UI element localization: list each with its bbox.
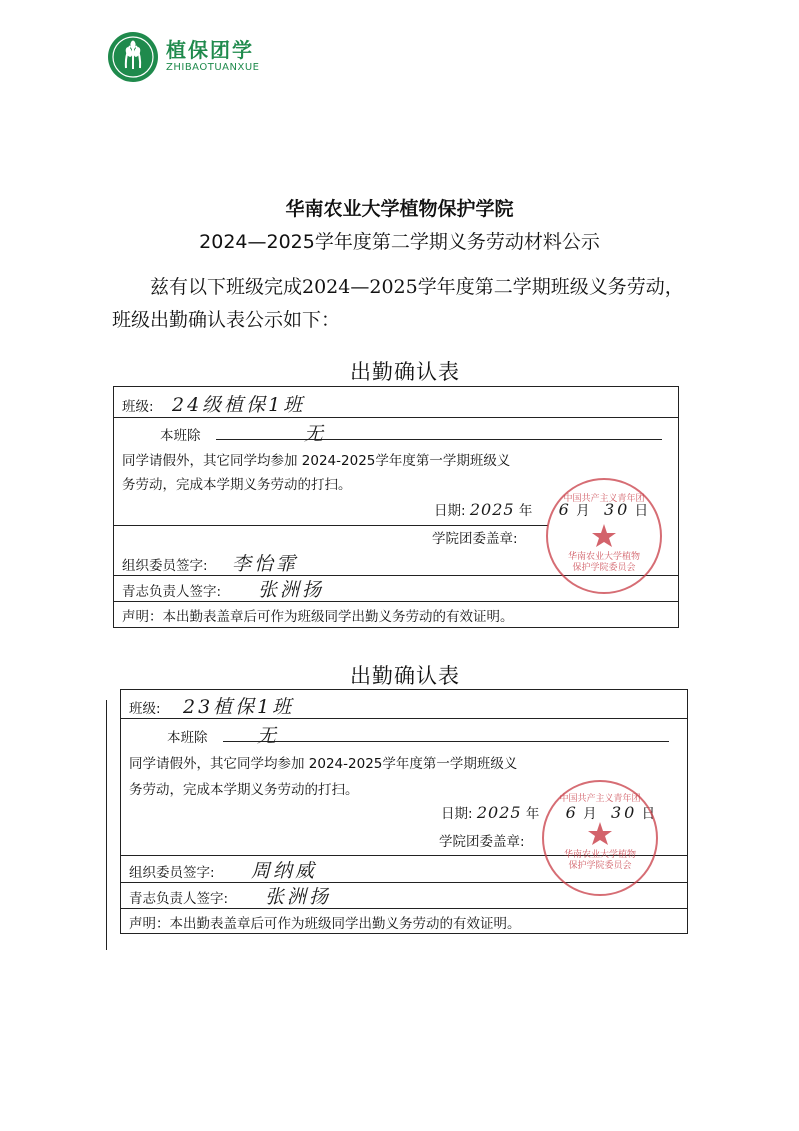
form1-class-row — [114, 387, 678, 418]
form1-statement: 声明：本出勤表盖章后可作为班级同学出勤义务劳动的有效证明。 — [122, 609, 514, 625]
form2-excluded-label: 本班除 — [167, 730, 208, 746]
form2-date-label: 日期: — [441, 806, 473, 822]
form1-seal-bottom-text: 华南农业大学植物保护学院委员会 — [567, 552, 640, 573]
form1-committee-signature: 李怡霏 — [232, 553, 299, 575]
form1-date-day: 30 — [603, 500, 631, 519]
form2-date-month-unit: 月 — [583, 806, 597, 822]
intro-paragraph: 兹有以下班级完成2024—2025学年度第二学期班级义务劳动，班级出勤确认表公示如下： — [112, 276, 684, 331]
form2-date-year-unit: 年 — [525, 806, 540, 822]
form1-top-divider — [114, 525, 548, 550]
form2-volunteer-label: 青志负责人签字: — [129, 891, 229, 907]
form1-class-value: 24级植保1班 — [172, 394, 306, 416]
scan-edge-line — [106, 700, 107, 950]
form2-date-day: 30 — [610, 803, 638, 822]
form1-body-line1: 同学请假外，其它同学均参加 2024-2025学年度第一学期班级义 — [122, 453, 511, 469]
form2-committee-signature: 周纳威 — [251, 860, 318, 882]
form2-body-line2: 务劳动，完成本学期义务劳动的打扫。 — [129, 782, 359, 798]
form2-date-day-unit: 日 — [641, 806, 656, 822]
form2-date-month: 6 — [565, 803, 579, 822]
form1-date-month-unit: 月 — [576, 503, 590, 519]
form2-volunteer-signature: 张洲扬 — [265, 886, 332, 908]
form2-seal-top-text: 中国共产主义青年团 — [559, 794, 641, 804]
logo-chinese-name: 植保团学 — [166, 38, 254, 62]
form1-volunteer-signature: 张洲扬 — [258, 579, 325, 601]
form2-title: 出勤确认表 — [350, 664, 460, 688]
form2-excluded-value: 无 — [257, 725, 280, 747]
form1-title: 出勤确认表 — [350, 360, 460, 384]
form1-seal-label: 学院团委盖章: — [432, 531, 518, 547]
form1-official-seal — [546, 478, 662, 594]
form1-date-year-unit: 年 — [518, 503, 533, 519]
document-title-line1: 华南农业大学植物保护学院 — [285, 198, 514, 220]
form2-committee-label: 组织委员签字: — [129, 865, 215, 881]
logo-emblem-icon — [108, 32, 158, 82]
form2-seal-label: 学院团委盖章: — [439, 834, 525, 850]
logo — [108, 32, 259, 82]
form1-volunteer-label: 青志负责人签字: — [122, 584, 222, 600]
form2-excluded-underline — [223, 741, 669, 742]
form2-body-line1: 同学请假外，其它同学均参加 2024-2025学年度第一学期班级义 — [129, 756, 518, 772]
form2-class-row — [121, 690, 687, 719]
logo-english-name: ZHIBAOTUANXUE — [166, 62, 260, 73]
form1-date-year: 2025 — [469, 500, 515, 519]
form1-date-month: 6 — [558, 500, 572, 519]
form2-class-value: 23植保1班 — [183, 696, 295, 718]
form2-class-label: 班级: — [129, 701, 161, 717]
form2-seal-bottom-text: 华南农业大学植物保护学院委员会 — [563, 850, 636, 871]
form1-committee-label: 组织委员签字: — [122, 558, 208, 574]
form1-body-line2: 务劳动，完成本学期义务劳动的打扫。 — [122, 477, 352, 493]
form1-excluded-label: 本班除 — [160, 428, 201, 444]
form1-seal-top-text: 中国共产主义青年团 — [563, 494, 645, 504]
form1-date-label: 日期: — [434, 503, 466, 519]
form2-date-year: 2025 — [476, 803, 522, 822]
document-title-line2: 2024—2025学年度第二学期义务劳动材料公示 — [199, 231, 600, 253]
form1-class-label: 班级: — [122, 399, 154, 415]
form1-date-day-unit: 日 — [634, 503, 649, 519]
form2-statement: 声明：本出勤表盖章后可作为班级同学出勤义务劳动的有效证明。 — [129, 916, 521, 932]
form2-official-seal — [542, 780, 658, 896]
form1-excluded-value: 无 — [304, 423, 327, 445]
form1-excluded-underline — [216, 439, 662, 440]
